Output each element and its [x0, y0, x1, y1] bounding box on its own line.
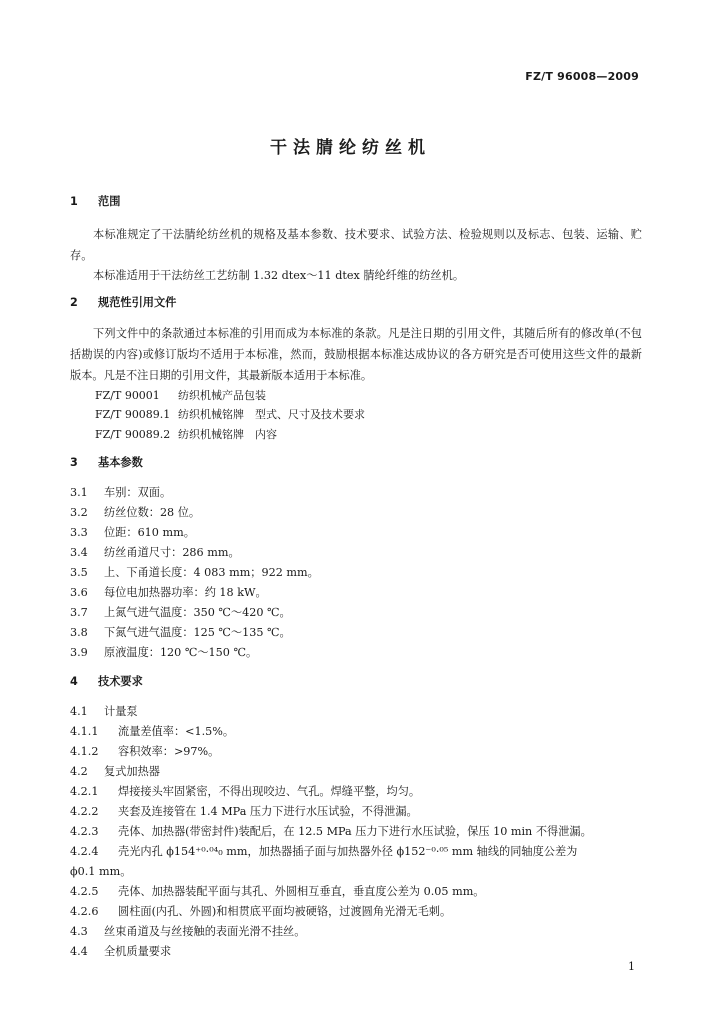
page-number: 1: [628, 960, 635, 973]
requirement-item: 4.2.1 焊接接头牢固紧密，不得出现咬边、气孔。焊缝平整，均匀。: [70, 785, 421, 798]
param-item: 3.2 纺丝位数：28 位。: [70, 506, 201, 519]
section-1-paragraph-1: 本标准规定了干法腈纶纺丝机的规格及基本参数、技术要求、试验方法、检验规则以及标志、包装、运输、贮存。: [70, 228, 642, 262]
requirement-item: 4.3 丝束甬道及与丝接触的表面光滑不挂丝。: [70, 925, 306, 938]
requirement-item: 4.2.4 壳光内孔 ϕ154⁺⁰·⁰⁴₀ mm，加热器插子面与加热器外径 ϕ152⁻⁰·⁰⁵ mm 轴线的同轴度公差为: [70, 845, 578, 858]
requirement-item: 4.2.2 夹套及连接管在 1.4 MPa 压力下进行水压试验，不得泄漏。: [70, 805, 418, 818]
section-1-paragraph-2: 本标准适用于干法纺丝工艺纺制 1.32 dtex～11 dtex 腈纶纤维的纺丝机。: [93, 269, 465, 282]
param-item: 3.1 车别：双面。: [70, 486, 172, 499]
param-item: 3.4 纺丝甬道尺寸：286 mm。: [70, 546, 240, 559]
param-item: 3.6 每位电加热器功率：约 18 kW。: [70, 586, 267, 599]
requirement-item: 4.1 计量泵: [70, 705, 138, 718]
requirement-item: 4.1.2 容积效率：>97%。: [70, 745, 220, 758]
param-item: 3.5 上、下甬道长度：4 083 mm；922 mm。: [70, 566, 319, 579]
param-item: 3.3 位距：610 mm。: [70, 526, 195, 539]
reference-item: FZ/T 90089.2 纺织机械铭牌 内容: [95, 428, 277, 441]
section-2-paragraph: 下列文件中的条款通过本标准的引用而成为本标准的条款。凡是注日期的引用文件，其随后所有的修改单(不包括勘误的内容)或修订版均不适用于本标准，然而，鼓励根据本标准达成协议的各方研究是否可使用这些文件的最新版本。凡是不注日期的引用文件，其最新版本适用于本标准。: [70, 327, 642, 382]
section-1-heading: 1 范围: [70, 195, 121, 208]
param-item: 3.9 原液温度：120 ℃～150 ℃。: [70, 646, 258, 659]
requirement-item: 4.1.1 流量差值率：<1.5%。: [70, 725, 235, 738]
param-item: 3.8 下氮气进气温度：125 ℃～135 ℃。: [70, 626, 291, 639]
requirement-item: 4.2.6 圆柱面(内孔、外圆)和相贯底平面均被硬铬，过渡圆角光滑无毛刺。: [70, 905, 452, 918]
requirement-item: 4.2 复式加热器: [70, 765, 160, 778]
section-2-heading: 2 规范性引用文件: [70, 296, 177, 309]
requirement-item: 4.4 全机质量要求: [70, 945, 172, 958]
requirement-item-continued: ϕ0.1 mm。: [70, 865, 132, 878]
requirement-item: 4.2.5 壳体、加热器装配平面与其孔、外圆相互垂直，垂直度公差为 0.05 mm。: [70, 885, 485, 898]
requirement-item: 4.2.3 壳体、加热器(带密封件)装配后，在 12.5 MPa 压力下进行水压试验，保压 10 min 不得泄漏。: [70, 825, 592, 838]
section-4-heading: 4 技术要求: [70, 675, 143, 688]
document-title: 干法腈纶纺丝机: [270, 138, 431, 158]
reference-item: FZ/T 90001 纺织机械产品包装: [95, 389, 266, 402]
section-3-heading: 3 基本参数: [70, 456, 143, 469]
param-item: 3.7 上氮气进气温度：350 ℃～420 ℃。: [70, 606, 291, 619]
standard-code: FZ/T 96008—2009: [525, 70, 639, 83]
reference-item: FZ/T 90089.1 纺织机械铭牌 型式、尺寸及技术要求: [95, 408, 365, 421]
